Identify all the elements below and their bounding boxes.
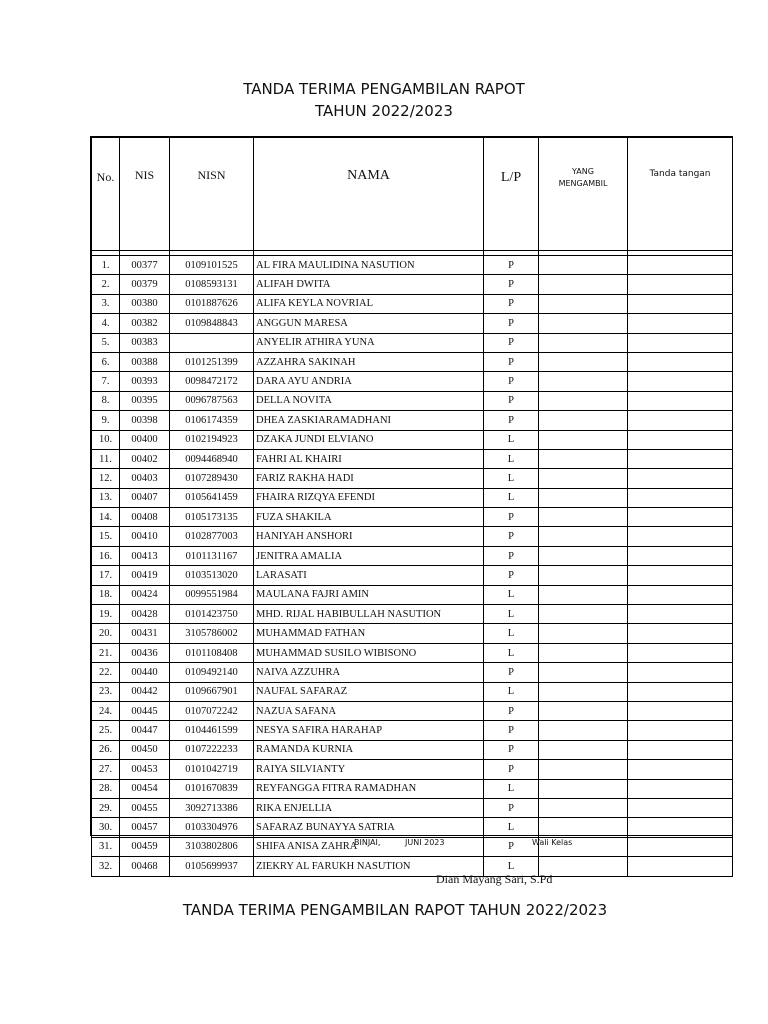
table-row [92,798,733,817]
cell-lp: L [484,779,539,798]
cell-nis: 00377 [120,256,170,275]
cell-lp: P [484,391,539,410]
header-nis: NIS [120,138,170,251]
cell-nis: 00428 [120,605,170,624]
header-yang: YANG [572,167,594,176]
cell-nama: DHEA ZASKIARAMADHANI [254,411,484,430]
cell-tanda-tangan [628,837,733,856]
table-row [92,760,733,779]
cell-lp: L [484,624,539,643]
cell-lp: P [484,760,539,779]
table-row [92,275,733,294]
cell-nama: JENITRA AMALIA [254,546,484,565]
cell-no: 25. [92,721,120,740]
cell-no: 22. [92,663,120,682]
cell-nisn: 0101670839 [170,779,254,798]
cell-nama: ANYELIR ATHIRA YUNA [254,333,484,352]
cell-yang-mengambil [539,411,628,430]
cell-nis: 00380 [120,294,170,313]
cell-yang-mengambil [539,275,628,294]
cell-yang-mengambil [539,605,628,624]
cell-nisn: 0099551984 [170,585,254,604]
cell-no: 28. [92,779,120,798]
cell-no: 5. [92,333,120,352]
cell-nis: 00455 [120,798,170,817]
cell-yang-mengambil [539,663,628,682]
cell-lp: P [484,566,539,585]
cell-yang-mengambil [539,682,628,701]
cell-lp: P [484,314,539,333]
cell-nis: 00436 [120,643,170,662]
cell-tanda-tangan [628,585,733,604]
cell-yang-mengambil [539,643,628,662]
cell-nama: LARASATI [254,566,484,585]
cell-yang-mengambil [539,779,628,798]
cell-yang-mengambil [539,818,628,837]
table-row [92,585,733,604]
cell-nama: NAIVA AZZUHRA [254,663,484,682]
cell-yang-mengambil [539,798,628,817]
table-row [92,566,733,585]
cell-no: 31. [92,837,120,856]
table-row [92,818,733,837]
table-row [92,857,733,876]
table-row [92,469,733,488]
cell-no: 30. [92,818,120,837]
table-row [92,256,733,275]
cell-lp: P [484,798,539,817]
cell-yang-mengambil [539,372,628,391]
table-row [92,391,733,410]
cell-lp: L [484,605,539,624]
cell-nama: FARIZ RAKHA HADI [254,469,484,488]
cell-yang-mengambil [539,352,628,371]
cell-lp: P [484,372,539,391]
cell-nama: RAMANDA KURNIA [254,740,484,759]
cell-nama: RIKA ENJELLIA [254,798,484,817]
cell-lp: L [484,488,539,507]
cell-lp: P [484,527,539,546]
cell-nisn: 0103513020 [170,566,254,585]
cell-tanda-tangan [628,449,733,468]
cell-no: 4. [92,314,120,333]
cell-nama: FHAIRA RIZQYA EFENDI [254,488,484,507]
cell-tanda-tangan [628,294,733,313]
cell-nis: 00457 [120,818,170,837]
header-lp: L/P [484,138,539,251]
cell-nis: 00419 [120,566,170,585]
cell-tanda-tangan [628,275,733,294]
table-row [92,372,733,391]
cell-nisn: 0103304976 [170,818,254,837]
cell-nama: SHIFA ANISA ZAHRA [254,837,484,856]
table-row [92,663,733,682]
cell-yang-mengambil [539,760,628,779]
cell-tanda-tangan [628,721,733,740]
cell-nis: 00453 [120,760,170,779]
cell-tanda-tangan [628,469,733,488]
cell-nama: FAHRI AL KHAIRI [254,449,484,468]
cell-nama: RAIYA SILVIANTY [254,760,484,779]
cell-lp: L [484,469,539,488]
cell-lp: P [484,294,539,313]
cell-nisn: 0105641459 [170,488,254,507]
table-row [92,352,733,371]
cell-nama: ANGGUN MARESA [254,314,484,333]
cell-nisn: 0107289430 [170,469,254,488]
cell-tanda-tangan [628,372,733,391]
cell-nis: 00382 [120,314,170,333]
cell-nisn: 0105173135 [170,508,254,527]
cell-no: 21. [92,643,120,662]
document-subtitle-year: TAHUN 2022/2023 [315,102,453,120]
cell-lp: L [484,430,539,449]
cell-nisn: 0109667901 [170,682,254,701]
cell-tanda-tangan [628,352,733,371]
cell-no: 23. [92,682,120,701]
cell-lp: P [484,411,539,430]
cell-no: 3. [92,294,120,313]
cell-nis: 00450 [120,740,170,759]
cell-no: 6. [92,352,120,371]
cell-yang-mengambil [539,508,628,527]
cell-nisn: 0101423750 [170,605,254,624]
cell-yang-mengambil [539,256,628,275]
cell-nama: MUHAMMAD FATHAN [254,624,484,643]
header-mengambil: MENGAMBIL [558,179,608,188]
cell-nis: 00468 [120,857,170,876]
cell-nama: DZAKA JUNDI ELVIANO [254,430,484,449]
cell-yang-mengambil [539,566,628,585]
cell-nisn: 0106174359 [170,411,254,430]
cell-nis: 00400 [120,430,170,449]
cell-lp: P [484,275,539,294]
cell-yang-mengambil [539,488,628,507]
cell-no: 14. [92,508,120,527]
cell-nis: 00383 [120,333,170,352]
cell-nama: NAZUA SAFANA [254,701,484,720]
header-nisn: NISN [170,138,254,251]
cell-nisn: 0101251399 [170,352,254,371]
cell-yang-mengambil [539,585,628,604]
cell-nis: 00413 [120,546,170,565]
cell-nis: 00410 [120,527,170,546]
cell-no: 26. [92,740,120,759]
cell-tanda-tangan [628,314,733,333]
cell-nama: MAULANA FAJRI AMIN [254,585,484,604]
cell-yang-mengambil [539,469,628,488]
signer-name: Dian Mayang Sari, S.Pd [436,872,553,886]
cell-nis: 00398 [120,411,170,430]
cell-nisn: 0101042719 [170,760,254,779]
cell-nis: 00459 [120,837,170,856]
cell-nis: 00403 [120,469,170,488]
cell-tanda-tangan [628,798,733,817]
cell-no: 10. [92,430,120,449]
cell-tanda-tangan [628,546,733,565]
cell-nisn: 0102877003 [170,527,254,546]
cell-tanda-tangan [628,566,733,585]
cell-no: 9. [92,411,120,430]
bottom-title: TANDA TERIMA PENGAMBILAN RAPOT TAHUN 2022/2023 [182,901,608,919]
cell-no: 19. [92,605,120,624]
cell-lp: L [484,857,539,876]
cell-yang-mengambil [539,546,628,565]
cell-nisn: 0109492140 [170,663,254,682]
cell-tanda-tangan [628,624,733,643]
table-row [92,643,733,662]
cell-no: 15. [92,527,120,546]
cell-lp: L [484,818,539,837]
cell-nis: 00445 [120,701,170,720]
table-row [92,508,733,527]
cell-nis: 00388 [120,352,170,371]
cell-nama: MHD. RIJAL HABIBULLAH NASUTION [254,605,484,624]
cell-nisn: 0107222233 [170,740,254,759]
cell-lp: L [484,682,539,701]
cell-nisn: 0108593131 [170,275,254,294]
cell-lp: P [484,663,539,682]
cell-nisn: 0105699937 [170,857,254,876]
cell-lp: P [484,333,539,352]
cell-tanda-tangan [628,740,733,759]
cell-nis: 00454 [120,779,170,798]
cell-tanda-tangan [628,508,733,527]
cell-lp: P [484,352,539,371]
cell-no: 29. [92,798,120,817]
cell-nama: MUHAMMAD SUSILO WIBISONO [254,643,484,662]
cell-nisn: 0107072242 [170,701,254,720]
cell-nisn: 3092713386 [170,798,254,817]
cell-lp: L [484,643,539,662]
header-tanda-tangan: Tanda tangan [628,138,733,251]
table-row [92,488,733,507]
cell-tanda-tangan [628,682,733,701]
cell-no: 24. [92,701,120,720]
cell-lp: P [484,256,539,275]
cell-nisn: 0101887626 [170,294,254,313]
table-row [92,605,733,624]
cell-yang-mengambil [539,527,628,546]
table-row [92,449,733,468]
table-row [92,430,733,449]
cell-tanda-tangan [628,760,733,779]
cell-nisn [170,333,254,352]
cell-nis: 00402 [120,449,170,468]
cell-no: 32. [92,857,120,876]
cell-no: 18. [92,585,120,604]
cell-lp: P [484,740,539,759]
cell-nis: 00431 [120,624,170,643]
cell-nisn: 0102194923 [170,430,254,449]
cell-yang-mengambil [539,721,628,740]
cell-yang-mengambil [539,449,628,468]
cell-tanda-tangan [628,488,733,507]
cell-yang-mengambil [539,294,628,313]
table-row [92,682,733,701]
cell-tanda-tangan [628,857,733,876]
cell-nama: DELLA NOVITA [254,391,484,410]
cell-nama: FUZA SHAKILA [254,508,484,527]
cell-nama: SAFARAZ BUNAYYA SATRIA [254,818,484,837]
cell-no: 20. [92,624,120,643]
cell-nis: 00447 [120,721,170,740]
table-row [92,411,733,430]
footer-role: Wali Kelas [532,838,573,847]
cell-nama: HANIYAH ANSHORI [254,527,484,546]
table-body [92,256,733,877]
cell-no: 16. [92,546,120,565]
document-title: TANDA TERIMA PENGAMBILAN RAPOT [243,80,525,98]
table-row [92,546,733,565]
cell-tanda-tangan [628,430,733,449]
cell-nama: DARA AYU ANDRIA [254,372,484,391]
cell-nisn: 0094468940 [170,449,254,468]
cell-yang-mengambil [539,333,628,352]
cell-no: 1. [92,256,120,275]
cell-lp: P [484,701,539,720]
cell-nisn: 0101131167 [170,546,254,565]
cell-nama: REYFANGGA FITRA RAMADHAN [254,779,484,798]
table-row [92,314,733,333]
table-header-row [92,138,733,251]
cell-lp: L [484,449,539,468]
cell-tanda-tangan [628,701,733,720]
cell-nis: 00442 [120,682,170,701]
cell-lp: P [484,546,539,565]
cell-nis: 00424 [120,585,170,604]
cell-nisn: 0098472172 [170,372,254,391]
cell-no: 17. [92,566,120,585]
table-row [92,527,733,546]
header-yang-mengambil [539,138,628,251]
cell-yang-mengambil [539,430,628,449]
footer-place: BINJAI, [354,838,381,847]
cell-nisn: 3103802806 [170,837,254,856]
cell-no: 7. [92,372,120,391]
cell-no: 13. [92,488,120,507]
cell-nisn: 0101108408 [170,643,254,662]
cell-nis: 00408 [120,508,170,527]
cell-yang-mengambil [539,391,628,410]
cell-yang-mengambil [539,624,628,643]
cell-tanda-tangan [628,605,733,624]
cell-no: 8. [92,391,120,410]
cell-nis: 00440 [120,663,170,682]
cell-nama: AZZAHRA SAKINAH [254,352,484,371]
cell-yang-mengambil [539,701,628,720]
cell-tanda-tangan [628,643,733,662]
cell-nisn: 0096787563 [170,391,254,410]
cell-no: 2. [92,275,120,294]
cell-nama: AL FIRA MAULIDINA NASUTION [254,256,484,275]
cell-tanda-tangan [628,256,733,275]
cell-nama: ALIFAH DWITA [254,275,484,294]
cell-lp: P [484,837,539,856]
cell-tanda-tangan [628,663,733,682]
cell-nis: 00379 [120,275,170,294]
table-row [92,779,733,798]
cell-nisn: 3105786002 [170,624,254,643]
cell-yang-mengambil [539,740,628,759]
cell-tanda-tangan [628,527,733,546]
cell-yang-mengambil [539,314,628,333]
cell-tanda-tangan [628,411,733,430]
cell-tanda-tangan [628,818,733,837]
cell-no: 27. [92,760,120,779]
cell-nis: 00395 [120,391,170,410]
table-row [92,701,733,720]
cell-lp: P [484,721,539,740]
table-row [92,333,733,352]
table-row [92,721,733,740]
cell-tanda-tangan [628,779,733,798]
cell-nama: ZIEKRY AL FARUKH NASUTION [254,857,484,876]
cell-lp: P [484,508,539,527]
table-row [92,740,733,759]
cell-no: 11. [92,449,120,468]
cell-nisn: 0109101525 [170,256,254,275]
cell-nisn: 0104461599 [170,721,254,740]
cell-nisn: 0109848843 [170,314,254,333]
cell-nama: ALIFA KEYLA NOVRIAL [254,294,484,313]
cell-tanda-tangan [628,333,733,352]
cell-no: 12. [92,469,120,488]
cell-tanda-tangan [628,391,733,410]
header-nama: NAMA [254,138,484,251]
cell-nis: 00393 [120,372,170,391]
cell-nis: 00407 [120,488,170,507]
cell-nama: NESYA SAFIRA HARAHAP [254,721,484,740]
table-row [92,624,733,643]
cell-nama: NAUFAL SAFARAZ [254,682,484,701]
header-no: No. [92,138,120,251]
footer-date: JUNI 2023 [405,838,445,847]
cell-lp: L [484,585,539,604]
table-row [92,294,733,313]
